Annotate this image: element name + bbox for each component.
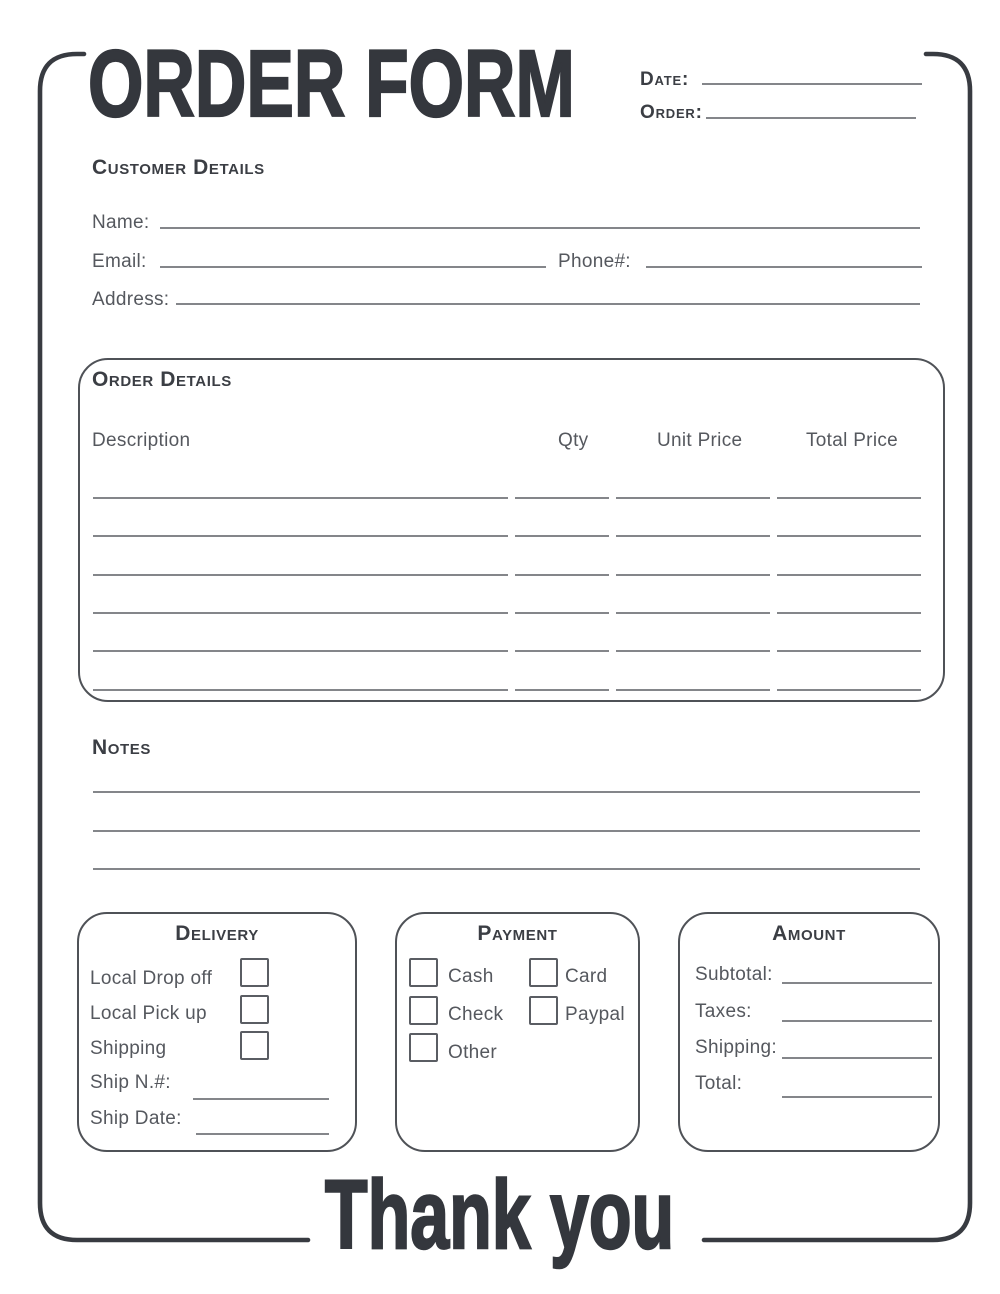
order-row-4-col-4-line[interactable] — [777, 612, 921, 614]
order-row-3-col-1-line[interactable] — [93, 574, 508, 576]
delivery-heading: Delivery — [175, 922, 259, 945]
phone-label: Phone#: — [558, 251, 631, 272]
address-label: Address: — [92, 289, 170, 310]
payment-heading: Payment — [477, 922, 558, 945]
order-row-3-col-4-line[interactable] — [777, 574, 921, 576]
order-row-6-col-2-line[interactable] — [515, 689, 609, 691]
delivery-checkbox-local-drop-off[interactable] — [240, 958, 269, 987]
subtotal-label: Subtotal: — [695, 964, 773, 985]
order-row-2-col-1-line[interactable] — [93, 535, 508, 537]
order-row-2-col-3-line[interactable] — [616, 535, 770, 537]
subtotal-field-line[interactable] — [782, 982, 932, 984]
payment-checkbox-cash[interactable] — [409, 958, 438, 987]
amount-shipping-field-line[interactable] — [782, 1057, 932, 1059]
order-row-6-col-4-line[interactable] — [777, 689, 921, 691]
taxes-field-line[interactable] — [782, 1020, 932, 1022]
name-field-line[interactable] — [160, 227, 920, 229]
delivery-option-local-drop-off-label: Local Drop off — [90, 968, 213, 989]
payment-checkbox-card[interactable] — [529, 958, 558, 987]
address-field-line[interactable] — [176, 303, 920, 305]
order-number-label: Order: — [640, 102, 703, 123]
order-row-5-col-2-line[interactable] — [515, 650, 609, 652]
order-row-1-col-2-line[interactable] — [515, 497, 609, 499]
payment-option-card-label: Card — [565, 966, 608, 987]
taxes-label: Taxes: — [695, 1001, 752, 1022]
payment-checkbox-check[interactable] — [409, 996, 438, 1025]
thank-you-text: Thank you — [325, 1160, 675, 1269]
payment-option-cash-label: Cash — [448, 966, 494, 987]
order-row-1-col-3-line[interactable] — [616, 497, 770, 499]
order-row-4-col-2-line[interactable] — [515, 612, 609, 614]
name-label: Name: — [92, 212, 150, 233]
order-row-6-col-3-line[interactable] — [616, 689, 770, 691]
date-field-line[interactable] — [702, 83, 922, 85]
phone-field-line[interactable] — [646, 266, 922, 268]
email-label: Email: — [92, 251, 147, 272]
ship-date-label: Ship Date: — [90, 1108, 182, 1129]
order-row-1-col-1-line[interactable] — [93, 497, 508, 499]
delivery-checkbox-local-pick-up[interactable] — [240, 995, 269, 1024]
payment-box — [395, 912, 640, 1152]
order-row-3-col-2-line[interactable] — [515, 574, 609, 576]
amount-shipping-label: Shipping: — [695, 1037, 777, 1058]
order-row-2-col-2-line[interactable] — [515, 535, 609, 537]
order-details-heading: Order Details — [92, 368, 232, 391]
order-row-4-col-3-line[interactable] — [616, 612, 770, 614]
order-row-4-col-1-line[interactable] — [93, 612, 508, 614]
notes-line-1[interactable] — [93, 791, 920, 793]
column-header-qty: Qty — [558, 430, 589, 451]
delivery-option-local-pick-up-label: Local Pick up — [90, 1003, 207, 1024]
order-row-5-col-3-line[interactable] — [616, 650, 770, 652]
delivery-checkbox-shipping[interactable] — [240, 1031, 269, 1060]
order-row-6-col-1-line[interactable] — [93, 689, 508, 691]
column-header-unit-price: Unit Price — [657, 430, 743, 451]
payment-option-other-label: Other — [448, 1042, 498, 1063]
payment-checkbox-paypal[interactable] — [529, 996, 558, 1025]
order-row-5-col-4-line[interactable] — [777, 650, 921, 652]
order-row-2-col-4-line[interactable] — [777, 535, 921, 537]
order-row-5-col-1-line[interactable] — [93, 650, 508, 652]
page-title: ORDER FORM — [88, 31, 575, 137]
ship-date-field-line[interactable] — [196, 1133, 329, 1135]
email-field-line[interactable] — [160, 266, 546, 268]
date-label: Date: — [640, 69, 690, 90]
notes-heading: Notes — [92, 736, 152, 759]
ship-number-field-line[interactable] — [193, 1098, 329, 1100]
notes-line-2[interactable] — [93, 830, 920, 832]
delivery-option-shipping-label: Shipping — [90, 1038, 167, 1059]
thank-you-wrap — [0, 1160, 1000, 1269]
payment-option-paypal-label: Paypal — [565, 1004, 625, 1025]
ship-number-label: Ship N.#: — [90, 1072, 171, 1093]
payment-checkbox-other[interactable] — [409, 1033, 438, 1062]
notes-line-3[interactable] — [93, 868, 920, 870]
column-header-total-price: Total Price — [806, 430, 899, 451]
amount-box — [678, 912, 940, 1152]
amount-heading: Amount — [772, 922, 846, 945]
order-row-1-col-4-line[interactable] — [777, 497, 921, 499]
payment-option-check-label: Check — [448, 1004, 504, 1025]
order-number-field-line[interactable] — [706, 117, 916, 119]
column-header-description: Description — [92, 430, 191, 451]
order-row-3-col-3-line[interactable] — [616, 574, 770, 576]
total-field-line[interactable] — [782, 1096, 932, 1098]
total-label: Total: — [695, 1073, 743, 1094]
customer-details-heading: Customer Details — [92, 156, 265, 179]
